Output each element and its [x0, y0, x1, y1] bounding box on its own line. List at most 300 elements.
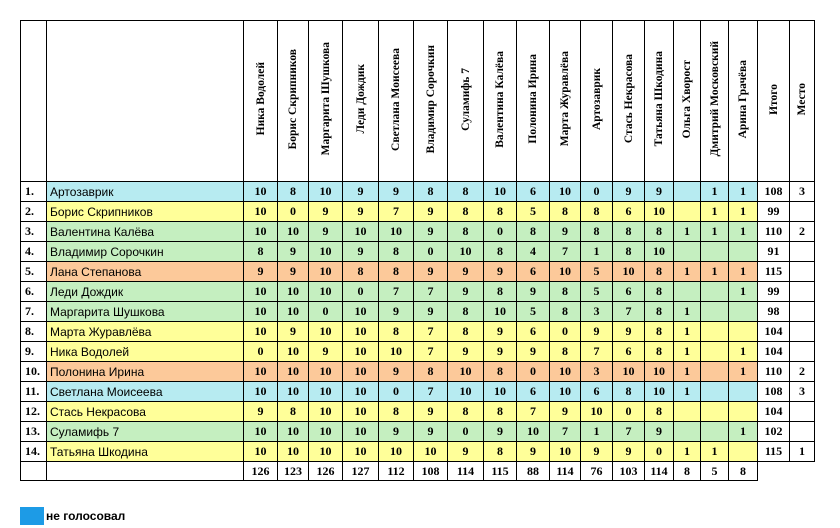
mesto-cell	[790, 342, 815, 362]
score-cell	[729, 242, 758, 262]
participant-name: Лана Степанова	[47, 262, 244, 282]
score-cell: 8	[550, 202, 581, 222]
score-cell: 1	[729, 222, 758, 242]
score-cell: 9	[550, 402, 581, 422]
score-cell: 5	[581, 262, 613, 282]
score-cell: 8	[613, 242, 645, 262]
score-cell: 9	[414, 422, 448, 442]
voter-column-header: Валентина Калёва	[484, 21, 517, 182]
participant-name: Леди Дождик	[47, 282, 244, 302]
mesto-cell	[790, 202, 815, 222]
score-cell: 9	[484, 322, 517, 342]
total-cell: 114	[448, 462, 484, 481]
score-cell: 10	[278, 362, 309, 382]
score-cell: 9	[414, 402, 448, 422]
score-cell: 5	[517, 202, 550, 222]
voter-column-header: Ника Водолей	[244, 21, 278, 182]
mesto-cell: 3	[790, 382, 815, 402]
score-cell: 8	[278, 402, 309, 422]
table-row	[21, 342, 815, 362]
score-cell: 9	[484, 262, 517, 282]
participant-name: Борис Скрипников	[47, 202, 244, 222]
table-row	[21, 202, 815, 222]
score-cell	[701, 362, 729, 382]
score-cell: 9	[448, 342, 484, 362]
score-cell	[729, 402, 758, 422]
score-cell: 10	[278, 302, 309, 322]
score-cell: 1	[674, 322, 701, 342]
participant-name: Суламифь 7	[47, 422, 244, 442]
total-cell: 76	[581, 462, 613, 481]
score-cell	[729, 382, 758, 402]
score-cell: 6	[517, 262, 550, 282]
score-cell: 8	[448, 322, 484, 342]
header-num-cell	[21, 21, 47, 182]
table-row	[21, 442, 815, 462]
mesto-cell: 3	[790, 182, 815, 202]
score-cell: 9	[379, 362, 414, 382]
total-cell: 112	[379, 462, 414, 481]
score-cell: 9	[448, 442, 484, 462]
score-cell: 5	[581, 282, 613, 302]
voter-column-header: Суламифь 7	[448, 21, 484, 182]
itogo-cell: 110	[758, 222, 790, 242]
score-cell: 10	[343, 422, 379, 442]
score-cell: 8	[379, 242, 414, 262]
score-cell: 10	[278, 282, 309, 302]
score-cell: 0	[448, 422, 484, 442]
score-cell: 8	[550, 342, 581, 362]
score-cell	[674, 242, 701, 262]
score-cell: 10	[244, 422, 278, 442]
score-cell: 10	[343, 222, 379, 242]
score-cell: 1	[729, 342, 758, 362]
voter-column-header: Светлана Моисеева	[379, 21, 414, 182]
total-cell: 8	[674, 462, 701, 481]
score-cell: 10	[309, 262, 343, 282]
score-cell: 10	[343, 382, 379, 402]
mesto-cell	[790, 422, 815, 442]
mesto-cell	[790, 282, 815, 302]
voter-column-header: Дмитрий Московский	[701, 21, 729, 182]
mesto-cell: 2	[790, 362, 815, 382]
score-cell	[701, 322, 729, 342]
table-row	[21, 282, 815, 302]
score-cell: 8	[484, 362, 517, 382]
mesto-column-header: Место	[790, 21, 815, 182]
score-cell: 9	[517, 342, 550, 362]
totals-row	[21, 462, 815, 481]
row-number: 12.	[21, 402, 47, 422]
row-number: 13.	[21, 422, 47, 442]
score-cell: 0	[613, 402, 645, 422]
mesto-cell	[790, 322, 815, 342]
score-cell: 9	[645, 422, 674, 442]
score-cell: 10	[309, 182, 343, 202]
row-number: 10.	[21, 362, 47, 382]
score-cell: 10	[613, 362, 645, 382]
score-cell: 7	[414, 322, 448, 342]
score-cell: 10	[309, 282, 343, 302]
voter-column-header: Артозаврик	[581, 21, 613, 182]
score-cell: 10	[550, 182, 581, 202]
score-cell: 1	[729, 282, 758, 302]
itogo-cell: 104	[758, 402, 790, 422]
score-cell: 0	[414, 242, 448, 262]
score-cell: 1	[674, 222, 701, 242]
row-number: 9.	[21, 342, 47, 362]
results-body	[21, 182, 815, 481]
score-cell: 1	[701, 202, 729, 222]
mesto-cell	[790, 402, 815, 422]
itogo-cell: 115	[758, 262, 790, 282]
score-cell: 7	[414, 282, 448, 302]
score-cell: 8	[278, 182, 309, 202]
score-cell: 0	[550, 322, 581, 342]
score-cell: 8	[517, 222, 550, 242]
score-cell: 6	[517, 322, 550, 342]
score-cell: 8	[645, 302, 674, 322]
score-cell: 10	[448, 242, 484, 262]
voter-column-header: Владимир Сорочкин	[414, 21, 448, 182]
score-cell: 10	[244, 222, 278, 242]
legend-label: не голосовал	[46, 509, 126, 523]
score-cell: 9	[309, 342, 343, 362]
totals-num-cell	[21, 462, 47, 481]
score-cell: 8	[484, 202, 517, 222]
score-cell: 8	[613, 222, 645, 242]
score-cell: 1	[674, 362, 701, 382]
total-cell: 123	[278, 462, 309, 481]
total-cell: 103	[613, 462, 645, 481]
totals-blank-cell	[758, 462, 790, 481]
score-cell: 10	[309, 442, 343, 462]
score-cell: 9	[550, 222, 581, 242]
score-cell: 1	[701, 442, 729, 462]
score-cell: 10	[278, 422, 309, 442]
score-cell: 8	[581, 202, 613, 222]
score-cell	[729, 442, 758, 462]
score-cell: 8	[448, 202, 484, 222]
score-cell	[701, 402, 729, 422]
total-cell: 8	[729, 462, 758, 481]
row-number: 5.	[21, 262, 47, 282]
itogo-cell: 98	[758, 302, 790, 322]
total-cell: 108	[414, 462, 448, 481]
score-cell	[674, 182, 701, 202]
score-cell: 10	[309, 322, 343, 342]
participant-name: Светлана Моисеева	[47, 382, 244, 402]
score-cell: 9	[309, 222, 343, 242]
score-cell: 8	[645, 402, 674, 422]
score-cell: 0	[645, 442, 674, 462]
score-cell: 9	[414, 262, 448, 282]
header-name-cell	[47, 21, 244, 182]
score-cell: 10	[343, 442, 379, 462]
score-cell: 6	[581, 382, 613, 402]
score-cell: 9	[484, 342, 517, 362]
score-cell	[701, 422, 729, 442]
total-cell: 5	[701, 462, 729, 481]
score-cell: 8	[414, 182, 448, 202]
score-cell	[674, 422, 701, 442]
score-cell: 10	[645, 382, 674, 402]
score-cell: 9	[379, 182, 414, 202]
score-cell: 1	[729, 362, 758, 382]
score-cell: 7	[517, 402, 550, 422]
score-cell: 7	[613, 302, 645, 322]
score-cell: 9	[484, 422, 517, 442]
mesto-cell: 2	[790, 222, 815, 242]
score-cell: 9	[244, 262, 278, 282]
score-cell: 9	[448, 282, 484, 302]
score-cell: 8	[550, 282, 581, 302]
score-cell: 9	[414, 202, 448, 222]
score-cell	[701, 382, 729, 402]
score-cell: 8	[484, 242, 517, 262]
score-cell: 10	[278, 342, 309, 362]
row-number: 7.	[21, 302, 47, 322]
score-cell: 9	[244, 402, 278, 422]
score-cell: 0	[517, 362, 550, 382]
score-cell: 1	[674, 442, 701, 462]
score-cell: 4	[517, 242, 550, 262]
itogo-cell: 91	[758, 242, 790, 262]
score-cell: 1	[729, 422, 758, 442]
score-cell: 9	[613, 182, 645, 202]
score-cell: 1	[729, 182, 758, 202]
total-cell: 126	[244, 462, 278, 481]
score-cell: 8	[379, 262, 414, 282]
score-cell: 9	[613, 322, 645, 342]
table-row	[21, 182, 815, 202]
participant-name: Стась Некрасова	[47, 402, 244, 422]
score-cell: 10	[414, 442, 448, 462]
score-cell: 10	[244, 202, 278, 222]
participant-name: Татьяна Шкодина	[47, 442, 244, 462]
score-cell: 10	[278, 222, 309, 242]
score-cell: 10	[309, 422, 343, 442]
score-cell: 0	[379, 382, 414, 402]
mesto-cell	[790, 242, 815, 262]
score-cell: 10	[645, 202, 674, 222]
score-cell	[729, 302, 758, 322]
score-cell: 10	[244, 442, 278, 462]
score-cell: 8	[645, 262, 674, 282]
itogo-cell: 108	[758, 382, 790, 402]
score-cell: 10	[278, 382, 309, 402]
score-cell: 9	[581, 442, 613, 462]
score-cell: 6	[517, 182, 550, 202]
score-cell: 0	[484, 222, 517, 242]
score-cell: 9	[517, 442, 550, 462]
score-cell: 9	[343, 182, 379, 202]
score-cell: 10	[309, 362, 343, 382]
score-cell: 6	[613, 342, 645, 362]
itogo-column-header: Итого	[758, 21, 790, 182]
voter-column-header: Марта Журавлёва	[550, 21, 581, 182]
score-cell: 9	[645, 182, 674, 202]
score-cell: 8	[379, 402, 414, 422]
score-cell: 10	[309, 382, 343, 402]
header-row	[21, 21, 815, 182]
table-row	[21, 402, 815, 422]
score-cell: 7	[550, 242, 581, 262]
score-cell: 10	[343, 302, 379, 322]
score-cell: 10	[645, 362, 674, 382]
score-cell: 1	[701, 222, 729, 242]
score-cell	[729, 322, 758, 342]
mesto-cell	[790, 302, 815, 322]
totals-blank-cell	[790, 462, 815, 481]
itogo-cell: 110	[758, 362, 790, 382]
score-cell: 9	[309, 202, 343, 222]
score-cell: 7	[379, 202, 414, 222]
score-cell: 10	[484, 302, 517, 322]
score-cell: 10	[484, 382, 517, 402]
score-cell: 7	[414, 382, 448, 402]
score-cell: 8	[484, 442, 517, 462]
results-table	[20, 20, 815, 481]
table-row	[21, 362, 815, 382]
score-cell: 8	[550, 302, 581, 322]
score-cell: 9	[379, 422, 414, 442]
voter-column-header: Полонина Ирина	[517, 21, 550, 182]
table-row	[21, 242, 815, 262]
score-cell: 10	[484, 182, 517, 202]
score-cell: 1	[581, 422, 613, 442]
legend-swatch	[20, 507, 44, 525]
score-cell: 10	[379, 442, 414, 462]
score-cell: 8	[244, 242, 278, 262]
row-number: 11.	[21, 382, 47, 402]
score-cell	[674, 202, 701, 222]
score-cell: 8	[448, 302, 484, 322]
voter-column-header: Борис Скрипников	[278, 21, 309, 182]
total-cell: 88	[517, 462, 550, 481]
score-cell	[701, 342, 729, 362]
score-cell: 5	[517, 302, 550, 322]
itogo-cell: 99	[758, 282, 790, 302]
participant-name: Владимир Сорочкин	[47, 242, 244, 262]
score-cell: 3	[581, 362, 613, 382]
score-cell: 10	[343, 402, 379, 422]
voter-column-header: Татьяна Шкодина	[645, 21, 674, 182]
score-cell: 9	[343, 242, 379, 262]
score-cell: 9	[379, 302, 414, 322]
score-cell: 6	[613, 202, 645, 222]
participant-name: Ника Водолей	[47, 342, 244, 362]
voter-column-header: Арина Грачёва	[729, 21, 758, 182]
itogo-cell: 115	[758, 442, 790, 462]
score-cell: 8	[613, 382, 645, 402]
table-row	[21, 222, 815, 242]
voter-column-header: Леди Дождик	[343, 21, 379, 182]
score-cell: 8	[448, 402, 484, 422]
score-cell: 10	[550, 382, 581, 402]
score-cell	[674, 402, 701, 422]
score-cell: 1	[581, 242, 613, 262]
table-row	[21, 382, 815, 402]
score-cell: 0	[244, 342, 278, 362]
score-cell: 8	[448, 182, 484, 202]
table-row	[21, 302, 815, 322]
participant-name: Марта Журавлёва	[47, 322, 244, 342]
score-cell: 0	[343, 282, 379, 302]
row-number: 1.	[21, 182, 47, 202]
score-cell: 8	[645, 342, 674, 362]
score-cell: 6	[517, 382, 550, 402]
score-cell: 9	[278, 262, 309, 282]
score-cell: 10	[343, 342, 379, 362]
score-cell: 10	[517, 422, 550, 442]
score-cell: 10	[278, 442, 309, 462]
score-cell: 10	[244, 182, 278, 202]
score-cell: 3	[581, 302, 613, 322]
total-cell: 126	[309, 462, 343, 481]
voter-column-header: Маргарита Шушкова	[309, 21, 343, 182]
score-cell: 1	[674, 342, 701, 362]
mesto-cell: 1	[790, 442, 815, 462]
score-cell: 10	[244, 282, 278, 302]
score-cell: 1	[729, 262, 758, 282]
score-cell: 7	[414, 342, 448, 362]
score-cell: 8	[343, 262, 379, 282]
score-cell: 10	[343, 322, 379, 342]
total-cell: 114	[550, 462, 581, 481]
score-cell	[701, 302, 729, 322]
score-cell: 10	[244, 382, 278, 402]
voter-column-header: Ольга Хворост	[674, 21, 701, 182]
table-row	[21, 262, 815, 282]
row-number: 8.	[21, 322, 47, 342]
score-cell	[701, 242, 729, 262]
score-cell: 8	[645, 282, 674, 302]
score-cell: 8	[414, 362, 448, 382]
score-cell: 7	[581, 342, 613, 362]
score-cell: 9	[278, 322, 309, 342]
row-number: 3.	[21, 222, 47, 242]
score-cell: 6	[613, 282, 645, 302]
score-cell: 10	[581, 402, 613, 422]
score-cell: 8	[484, 282, 517, 302]
score-cell: 10	[244, 362, 278, 382]
score-cell: 10	[613, 262, 645, 282]
score-cell: 10	[550, 262, 581, 282]
score-cell: 9	[343, 202, 379, 222]
score-cell: 10	[550, 362, 581, 382]
score-cell: 8	[645, 222, 674, 242]
row-number: 4.	[21, 242, 47, 262]
participant-name: Валентина Калёва	[47, 222, 244, 242]
voter-column-header: Стась Некрасова	[613, 21, 645, 182]
score-cell	[674, 282, 701, 302]
row-number: 6.	[21, 282, 47, 302]
score-cell: 9	[414, 302, 448, 322]
totals-name-cell	[47, 462, 244, 481]
score-cell: 8	[645, 322, 674, 342]
score-cell: 10	[309, 402, 343, 422]
score-cell: 9	[613, 442, 645, 462]
legend	[20, 507, 125, 525]
score-cell: 9	[278, 242, 309, 262]
participant-name: Маргарита Шушкова	[47, 302, 244, 322]
score-cell	[701, 282, 729, 302]
mesto-cell	[790, 262, 815, 282]
score-cell: 9	[581, 322, 613, 342]
score-cell: 0	[309, 302, 343, 322]
row-number: 2.	[21, 202, 47, 222]
